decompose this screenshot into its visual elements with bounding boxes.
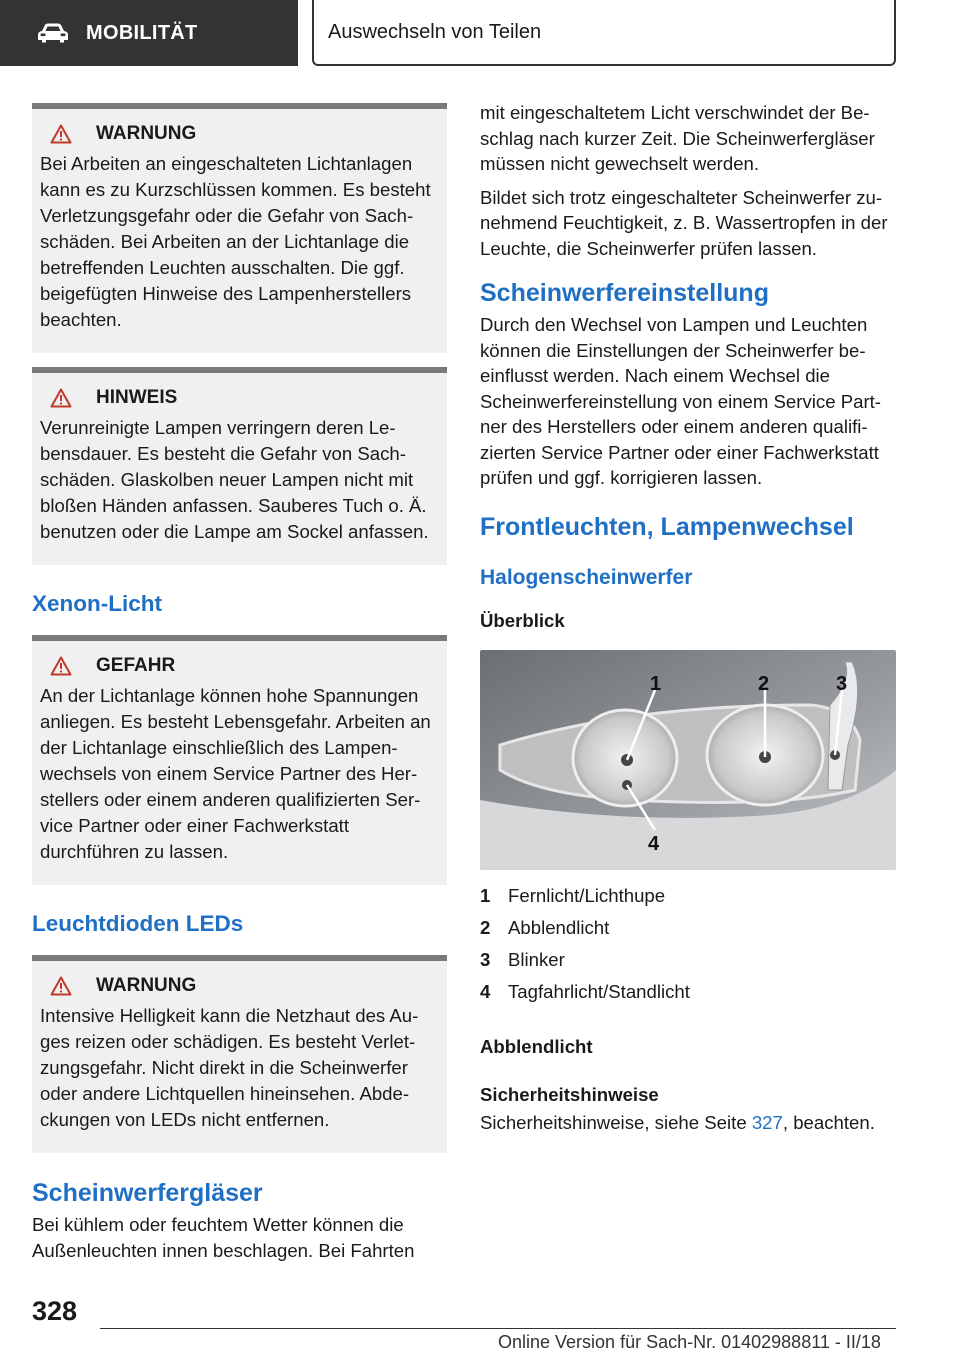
section-title: Auswechseln von Teilen <box>312 0 896 66</box>
adjust-heading: Scheinwerfereinstellung <box>480 279 769 307</box>
adjust-text: Durch den Wechsel von Lampen und Leuchten können die Einstellungen der Scheinwerfer be-einflusst werden. Nach einem Wechsel die Scheinwerfereinstellung von einem Service Part-ner des Herstellers oder einem anderen qualifi-zierten Service Partner oder einer Fachwerkstatt prüfen und ggf. korrigieren lassen. <box>480 314 881 488</box>
car-icon <box>36 22 70 44</box>
led-warning-box <box>32 955 447 1153</box>
notice-icon <box>50 388 72 408</box>
figure-label-3: 3 <box>836 672 848 695</box>
legend-item: 4 Tagfahrlicht/Standlicht <box>480 980 690 1002</box>
legend-item: 2 Abblendlicht <box>480 916 610 938</box>
notice-text: Verunreinigte Lampen verringern deren Le-bensdauer. Es besteht die Gefahr von Sach-schäden. Glaskolben neuer Lampen nicht mit bloßen Händen anfassen. Sauberes Tuch o. Ä. benutzen oder die Lampe am Sockel anfassen. <box>40 417 429 542</box>
chapter-title: MOBILITÄT <box>86 21 198 44</box>
led-heading: Leuchtdioden LEDs <box>32 911 244 936</box>
figure-label-2: 2 <box>758 672 770 695</box>
legend-list <box>480 880 896 1008</box>
glass-text-continued: mit eingeschaltetem Licht verschwindet der Be-schlag nach kurzer Zeit. Die Scheinwerfergläser müssen nicht gewechselt werden. <box>480 102 875 174</box>
danger-title: GEFAHR <box>96 655 176 676</box>
right-column <box>480 100 896 1135</box>
legend-item: 3 Blinker <box>480 948 565 970</box>
notice-box <box>32 367 447 565</box>
figure-label-1: 1 <box>650 672 662 695</box>
overview-heading: Überblick <box>480 609 565 631</box>
page-link[interactable]: 327 <box>751 1111 783 1133</box>
warning-icon <box>50 124 72 144</box>
glass-text: Bei kühlem oder feuchtem Wetter können die Außenleuchten innen beschlagen. Bei Fahrten <box>32 1214 415 1261</box>
glass-heading: Scheinwerfergläser <box>32 1179 263 1207</box>
halogen-heading: Halogenscheinwerfer <box>480 565 693 589</box>
danger-text: An der Lichtanlage können hohe Spannungen anliegen. Es besteht Lebensgefahr. Arbeiten an der Lichtanlage einschließlich des Lampen-wechsels von einem Service Partner des Her-stellers oder einem anderen qualifizierten Ser-vice Partner oder einer Fachwerkstatt durchführen zu lassen. <box>40 685 431 862</box>
xenon-heading: Xenon-Licht <box>32 591 162 616</box>
danger-box <box>32 635 447 885</box>
chapter-tab <box>0 0 298 66</box>
headlight-figure <box>480 650 896 870</box>
warning-box <box>32 103 447 353</box>
danger-icon <box>50 656 72 676</box>
notice-title: HINWEIS <box>96 387 178 408</box>
moisture-text: Bildet sich trotz eingeschalteter Scheinwerfer zu-nehmend Feuchtigkeit, z. B. Wassertropfen in der Leuchte, die Scheinwerfer prüfen lassen. <box>480 186 888 259</box>
footer-divider <box>100 1328 896 1329</box>
front-lights-heading: Frontleuchten, Lampenwechsel <box>480 512 854 541</box>
dipped-beam-heading: Abblendlicht <box>480 1035 593 1057</box>
led-warning-text: Intensive Helligkeit kann die Netzhaut des Au-ges reizen oder schädigen. Es besteht Verlet-zungsgefahr. Nicht direkt in die Scheinwerfer oder andere Lichtquellen hineinsehen. Abde-ckungen von LEDs nicht entfernen. <box>40 1005 419 1130</box>
warning-text: Bei Arbeiten an eingeschalteten Lichtanlagen kann es zu Kurzschlüssen kommen. Es besteht Verletzungsgefahr oder die Gefahr von Sach-schäden. Bei Arbeiten an der Lichtanlage die betreffenden Leuchten ausschalten. Die ggf. beigefügten Hinweise des Lampenherstellers beachten. <box>40 153 431 330</box>
page-number: 328 <box>32 1296 78 1326</box>
warning-icon <box>50 976 72 996</box>
safety-heading: Sicherheitshinweise <box>480 1083 659 1105</box>
online-version-text: Online Version für Sach-Nr. 01402988811 - II/18 <box>498 1332 881 1352</box>
headlight-illustration <box>480 650 896 870</box>
led-warning-title: WARNUNG <box>96 975 197 996</box>
legend-item: 1 Fernlicht/Lichthupe <box>480 884 666 906</box>
figure-label-4: 4 <box>648 832 660 855</box>
safety-text: Sicherheitshinweise, siehe Seite 327, beachten. <box>480 1111 875 1133</box>
warning-title: WARNUNG <box>96 123 197 144</box>
left-column <box>32 103 447 1263</box>
